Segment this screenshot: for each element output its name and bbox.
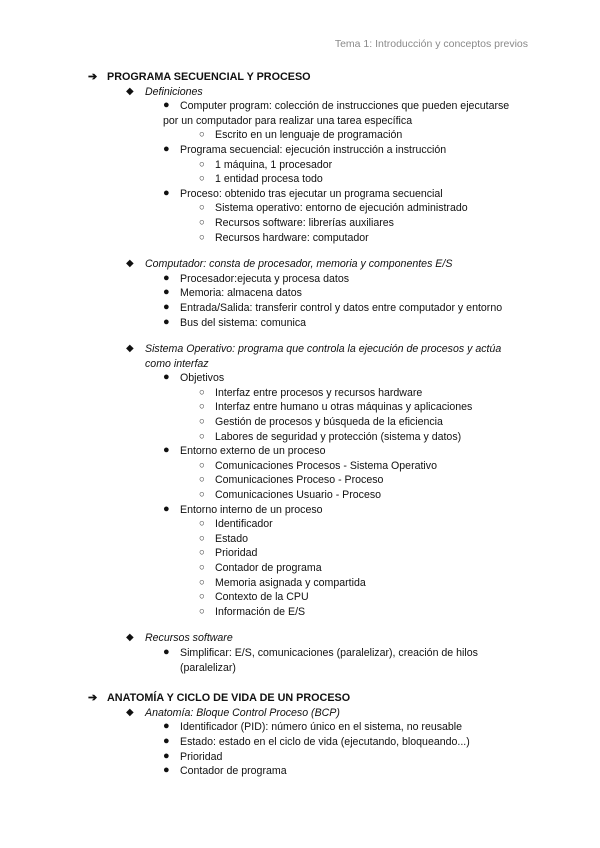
sub-list-item (88, 216, 548, 231)
sub-list-item-text: Interfaz entre procesos y recursos hardware (215, 386, 423, 399)
sub-list-item (88, 231, 548, 246)
list-item (88, 371, 548, 386)
bullet-icon: ● (163, 764, 170, 777)
subsection-title: Sistema Operativo: programa que controla la ejecución de procesos y actúa (145, 343, 502, 356)
sub-list-item (88, 590, 548, 605)
sub-list-item (88, 400, 548, 415)
sub-list-item-text: Sistema operativo: entorno de ejecución administrado (215, 202, 468, 215)
diamond-icon: ◆ (126, 258, 134, 270)
diamond-icon: ◆ (126, 632, 134, 644)
subsection-heading (88, 706, 548, 721)
sub-list-item (88, 201, 548, 216)
list-item (88, 750, 548, 765)
sub-list-item (88, 459, 548, 474)
circle-icon: ○ (199, 386, 205, 398)
list-item-text: Procesador:ejecuta y procesa datos (180, 272, 350, 285)
sub-list-item-text: Contexto de la CPU (215, 591, 309, 604)
sub-list-item (88, 576, 548, 591)
sub-list-item-text: Interfaz entre humano u otras máquinas y aplicaciones (215, 401, 473, 414)
bullet-icon: ● (163, 444, 170, 457)
sub-list-item (88, 158, 548, 173)
circle-icon: ○ (199, 474, 205, 486)
sub-list-item (88, 128, 548, 143)
bullet-icon: ● (163, 300, 170, 313)
circle-icon: ○ (199, 129, 205, 141)
circle-icon: ○ (199, 459, 205, 471)
section-heading (88, 691, 548, 706)
bullet-icon: ● (163, 720, 170, 733)
subsection-title: Anatomía: Bloque Control Proceso (BCP) (145, 706, 340, 719)
circle-icon: ○ (199, 518, 205, 530)
list-item-continuation (88, 114, 548, 129)
list-item (88, 503, 548, 518)
sub-list-item-text: Contador de programa (215, 562, 322, 574)
list-item-text: Simplificar: E/S, comunicaciones (paralelizar), creación de hilos (180, 646, 478, 659)
section-title: ANATOMÍA Y CICLO DE VIDA DE UN PROCESO (107, 692, 351, 705)
subsection-title: Recursos software (145, 632, 233, 645)
list-item (88, 99, 548, 114)
list-item (88, 444, 548, 459)
circle-icon: ○ (199, 416, 205, 428)
circle-icon: ○ (199, 591, 205, 603)
list-item (88, 143, 548, 158)
sub-list-item-text: Recursos software: librerías auxiliares (215, 216, 394, 229)
sub-list-item (88, 415, 548, 430)
subsection-heading (88, 631, 548, 646)
sub-list-item-text: Estado (215, 532, 248, 545)
circle-icon: ○ (199, 173, 205, 185)
section-title: PROGRAMA SECUENCIAL Y PROCESO (107, 71, 311, 83)
sub-list-item-text: Identificador (215, 518, 273, 531)
list-item (88, 286, 548, 301)
sub-list-item (88, 386, 548, 401)
circle-icon: ○ (199, 532, 205, 544)
circle-icon: ○ (199, 605, 205, 617)
sub-list-item-text: Comunicaciones Procesos - Sistema Operativo (215, 459, 437, 472)
bullet-icon: ● (163, 645, 170, 658)
sub-list-item-text: Comunicaciones Proceso - Proceso (215, 474, 384, 487)
section-heading (88, 70, 548, 85)
sub-list-item-text: Información de E/S (215, 605, 306, 618)
list-item-text: Computer program: colección de instrucciones que pueden ejecutarse (180, 100, 510, 113)
list-item-text: Entorno interno de un proceso (180, 503, 323, 516)
list-item-text: por un computador para realizar una tarea específica (163, 114, 413, 127)
bullet-icon: ● (163, 502, 170, 515)
sub-list-item-text: Escrito en un lenguaje de programación (215, 129, 403, 142)
subsection-heading (88, 257, 548, 272)
list-item (88, 735, 548, 750)
list-item (88, 187, 548, 202)
diamond-icon: ◆ (126, 343, 134, 355)
list-item (88, 764, 548, 779)
list-item (88, 720, 548, 735)
sub-list-item-text: Gestión de procesos y búsqueda de la eficiencia (215, 416, 443, 429)
sub-list-item-text: 1 entidad procesa todo (215, 173, 323, 186)
sub-list-item (88, 488, 548, 503)
page-header: Tema 1: Introducción y conceptos previos (334, 38, 528, 50)
list-item-text: Estado: estado en el ciclo de vida (ejecutando, bloqueando...) (180, 735, 470, 748)
bullet-icon: ● (163, 315, 170, 328)
list-item (88, 301, 548, 316)
list-item-text: Prioridad (180, 750, 223, 763)
subsection-heading-continuation (88, 357, 548, 372)
bullet-icon: ● (163, 186, 170, 199)
sub-list-item (88, 430, 548, 445)
sub-list-item-text: Recursos hardware: computador (215, 231, 369, 244)
document-body (88, 70, 548, 779)
list-item-continuation (88, 661, 548, 676)
sub-list-item (88, 473, 548, 488)
arrow-icon: ➔ (88, 692, 98, 705)
list-item-text: Memoria: almacena datos (180, 287, 302, 300)
list-item-text: Proceso: obtenido tras ejecutar un programa secuencial (180, 187, 443, 200)
sub-list-item-text: Labores de seguridad y protección (sistema y datos) (215, 430, 462, 443)
bullet-icon: ● (163, 734, 170, 747)
sub-list-item (88, 517, 548, 532)
arrow-icon: ➔ (88, 71, 98, 83)
bullet-icon: ● (163, 286, 170, 299)
list-item-text: Contador de programa (180, 765, 287, 778)
sub-list-item (88, 605, 548, 620)
circle-icon: ○ (199, 158, 205, 170)
circle-icon: ○ (199, 401, 205, 413)
circle-icon: ○ (199, 576, 205, 588)
list-item-text: Identificador (PID): número único en el sistema, no reusable (180, 721, 463, 734)
list-item-text: Bus del sistema: comunica (180, 316, 307, 329)
list-item-text: Entrada/Salida: transferir control y datos entre computador y entorno (180, 301, 503, 314)
diamond-icon: ◆ (126, 85, 134, 97)
circle-icon: ○ (199, 562, 205, 573)
list-item-text: Entorno externo de un proceso (180, 445, 326, 458)
sub-list-item (88, 532, 548, 547)
list-item-text: Objetivos (180, 372, 225, 385)
sub-list-item (88, 172, 548, 187)
subsection-title: como interfaz (145, 357, 209, 370)
bullet-icon: ● (163, 749, 170, 762)
bullet-icon: ● (163, 142, 170, 155)
circle-icon: ○ (199, 489, 205, 501)
circle-icon: ○ (199, 202, 205, 214)
circle-icon: ○ (199, 430, 205, 442)
bullet-icon: ● (163, 271, 170, 284)
list-item (88, 316, 548, 331)
sub-list-item-text: Memoria asignada y compartida (215, 576, 366, 589)
sub-list-item (88, 546, 548, 561)
subsection-title: Definiciones (145, 85, 203, 98)
sub-list-item-text: Comunicaciones Usuario - Proceso (215, 489, 382, 502)
circle-icon: ○ (199, 547, 205, 559)
subsection-title: Computador: consta de procesador, memoria y componentes E/S (145, 258, 453, 271)
list-item (88, 646, 548, 661)
sub-list-item (88, 561, 548, 576)
subsection-heading (88, 342, 548, 357)
bullet-icon: ● (163, 99, 170, 112)
list-item (88, 272, 548, 287)
list-item-text: Programa secuencial: ejecución instrucción a instrucción (180, 143, 447, 156)
circle-icon: ○ (199, 216, 205, 228)
bullet-icon: ● (163, 371, 170, 384)
sub-list-item-text: Prioridad (215, 547, 258, 560)
subsection-heading (88, 85, 548, 100)
sub-list-item-text: 1 máquina, 1 procesador (215, 158, 333, 171)
circle-icon: ○ (199, 231, 205, 243)
diamond-icon: ◆ (126, 706, 134, 718)
list-item-text: (paralelizar) (180, 661, 236, 674)
